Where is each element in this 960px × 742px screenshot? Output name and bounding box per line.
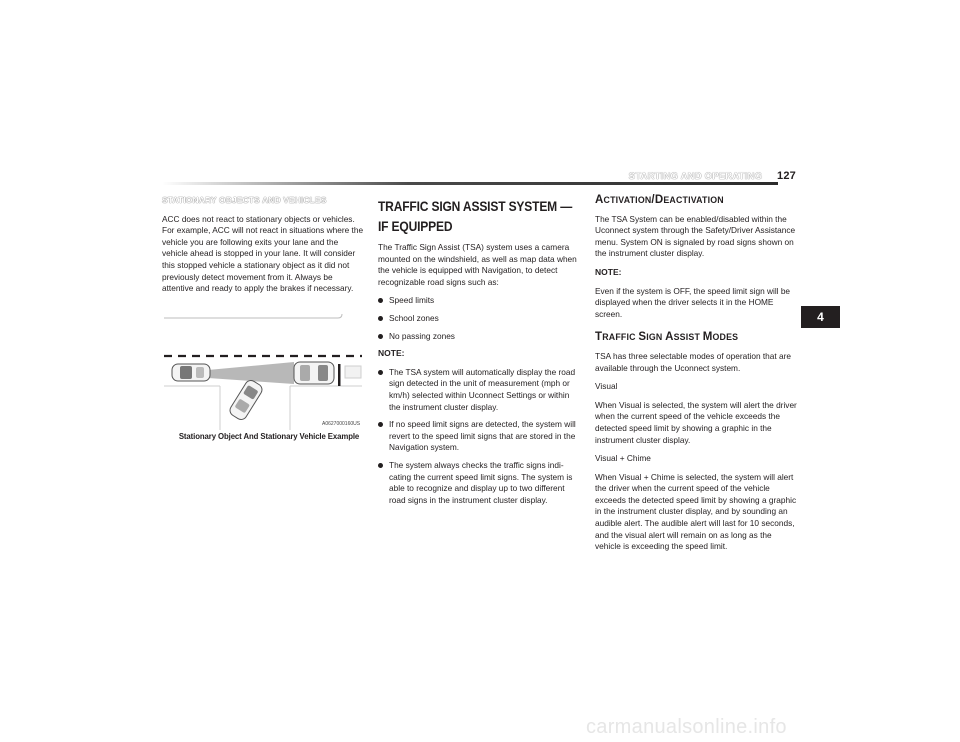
- list-item: [378, 367, 582, 413]
- visual-label: Visual: [595, 381, 618, 392]
- column-middle: [378, 195, 582, 512]
- column-right: [595, 195, 799, 560]
- modes-heading: TRAFFIC SIGN ASSIST MODES: [595, 331, 739, 344]
- tsa-title-line1: TRAFFIC SIGN ASSIST SYSTEM —: [378, 198, 573, 214]
- list-item: [378, 460, 582, 506]
- list-item-text: The TSA system will automatically display the road sign detected in the unit of measurement (mph or km/h) selected within Uconnect Settings or within the instrument cluster display.: [389, 366, 576, 412]
- bullet-icon: [378, 422, 383, 427]
- note-label: NOTE:: [378, 348, 405, 359]
- own-vehicle: [172, 364, 210, 381]
- stationary-illustration: [162, 312, 362, 430]
- section-title: STARTING AND OPERATING: [628, 171, 763, 182]
- tsa-title: [378, 196, 580, 236]
- header-rule: [162, 182, 778, 185]
- stationary-object: [345, 366, 361, 378]
- stationary-heading: STATIONARY OBJECTS AND VEHICLES: [162, 195, 327, 205]
- visual-chime-text: When Visual + Chime is selected, the system will alert the driver when the current speed of the vehicle exceeds the detected speed limit by showing a graphic in the instrument cluster display, and by sounding an audible alert. The audible alert will last for 10 seconds, and the visual alert will remain on as long as the vehicle is exceeding the speed limit.: [595, 471, 797, 552]
- figure-caption: Stationary Object And Stationary Vehicle Example: [178, 432, 360, 441]
- page-number: 127: [777, 170, 796, 182]
- figure-code: A0627000160US: [322, 421, 361, 427]
- column-left: [162, 195, 366, 302]
- activation-text: The TSA System can be enabled/disabled within the Uconnect system through the Safety/Driver Assistance menu. System ON is signaled by road signs shown on the instrument cluster display.: [595, 213, 796, 259]
- sign-types-list: [378, 295, 582, 342]
- list-item-text: If no speed limit signs are detected, the system will revert to the speed limit signs that are stored in the Navigation system.: [389, 419, 576, 453]
- bullet-icon: [378, 370, 383, 375]
- tsa-intro: The Traffic Sign Assist (TSA) system uses a camera mounted on the windshield, as well as map data when the vehicle is equipped with Navigation, to detect recognizable road signs such as:: [378, 242, 577, 287]
- bullet-icon: [378, 298, 383, 303]
- stationary-figure: [162, 312, 362, 430]
- bullet-icon: [378, 316, 383, 321]
- stationary-object-post: [338, 364, 341, 386]
- list-item: [378, 419, 582, 454]
- bullet-icon: [378, 463, 383, 468]
- watermark: carmanualsonline.info: [586, 716, 787, 738]
- note-text: Even if the system is OFF, the speed limit sign will be displayed when the driver selects it in the HOME screen.: [595, 285, 791, 319]
- list-item-text: No passing zones: [389, 330, 455, 341]
- modes-intro: TSA has three selectable modes of operation that are available through the Uconnect system.: [595, 350, 792, 373]
- activation-heading: ACTIVATION/DEACTIVATION: [595, 194, 724, 206]
- list-item-text: The system always checks the traffic signs indi-cating the current speed limit signs. The system is able to recognize and display up to two different road signs in the instrument cluster display.: [389, 459, 573, 505]
- list-item: [378, 313, 582, 325]
- visual-chime-label: Visual + Chime: [595, 453, 651, 464]
- stopped-vehicle: [294, 362, 334, 384]
- note-label: NOTE:: [595, 266, 622, 277]
- exiting-vehicle: [228, 378, 264, 421]
- figure-frame-line: [164, 314, 342, 318]
- list-item-text: School zones: [389, 312, 439, 323]
- visual-text: When Visual is selected, the system will alert the driver when the current speed of the vehicle exceeds the detected speed limit by showing a graphic in the instrument cluster display.: [595, 399, 797, 445]
- list-item: [378, 331, 582, 343]
- running-head: [600, 170, 796, 182]
- notes-list: [378, 367, 582, 507]
- list-item: [378, 295, 582, 307]
- chapter-tab[interactable]: 4: [801, 306, 840, 328]
- bullet-icon: [378, 334, 383, 339]
- tsa-title-line2: IF EQUIPPED: [378, 218, 453, 234]
- stationary-paragraph: ACC does not react to stationary objects or vehicles. For example, ACC will not react in situations where the vehicle you are following exits your lane and the vehicle ahead is stopped in your lane. It will consider this stopped vehicle a stationary object as it did not previously detect movement from it. Always be attentive and ready to apply the brakes if necessary.: [162, 213, 364, 294]
- list-item-text: Speed limits: [389, 295, 435, 306]
